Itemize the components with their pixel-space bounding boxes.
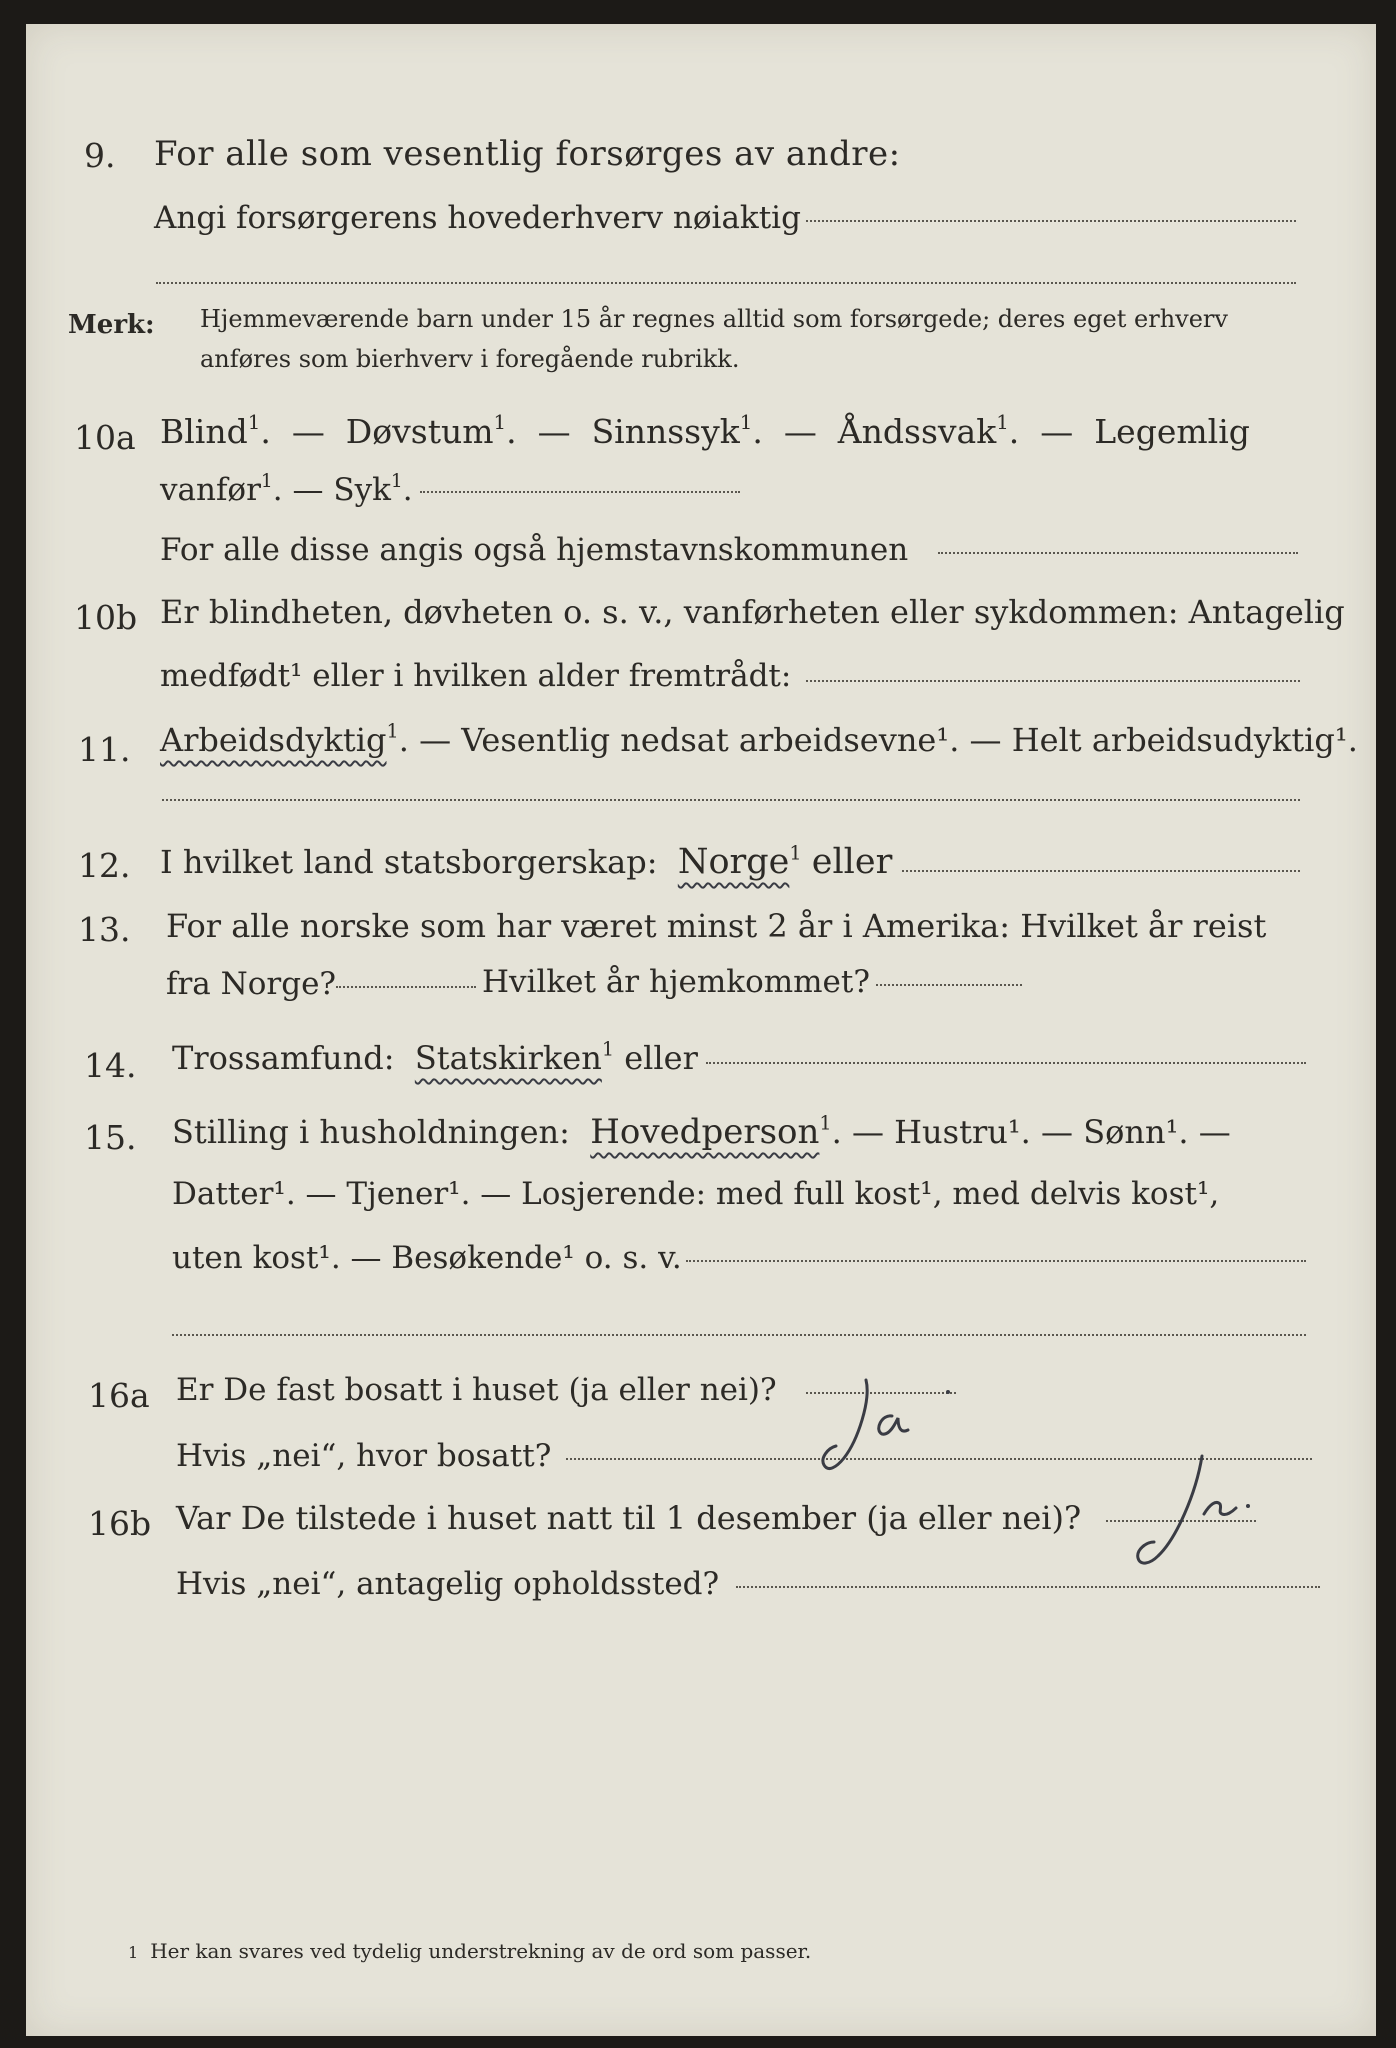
arbeidsdyktig-option-underlined: Arbeidsdyktig: [160, 721, 387, 759]
q12-answer-line: [902, 870, 1300, 872]
q15-rest1: — Hustru¹. — Sønn¹. —: [851, 1113, 1231, 1151]
q10a-hjemstavn-line: [938, 552, 1298, 554]
q16b-opholdssted-line: [736, 1586, 1320, 1588]
q13-line2b: Hvilket år hjemkommet?: [482, 964, 870, 1000]
norge-option-underlined: Norge: [677, 842, 790, 882]
q9-answer-line: [806, 220, 1296, 222]
q13-number: 13.: [78, 910, 131, 949]
q16a-number: 16a: [88, 1376, 150, 1415]
q14-answer-line: [706, 1062, 1306, 1064]
census-form-page: [26, 24, 1376, 2036]
q16b-handwritten-answer: [1046, 1434, 1266, 1584]
q14-number: 14.: [84, 1046, 137, 1085]
q10a-line3: For alle disse angis også hjemstavnskommunen: [160, 532, 909, 568]
syk-option: Syk: [333, 472, 391, 508]
q10a-line2: vanfør$^1$. — Syk$^1$.: [160, 470, 413, 508]
vanfor-option: vanfør: [160, 472, 261, 508]
q11-line: Arbeidsdyktig$^1$. — Vesentlig nedsat arbeidsevne¹. — Helt arbeidsudyktig¹.: [160, 719, 1358, 759]
q16a-line1: Er De fast bosatt i huset (ja eller nei)?: [176, 1372, 777, 1408]
andssvak-option: Åndssvak: [837, 412, 997, 451]
q10b-line2: medfødt¹ eller i hvilken alder fremtrådt:: [160, 658, 792, 694]
q16b-number: 16b: [88, 1504, 152, 1543]
q16a-handwritten-answer: [796, 1360, 996, 1490]
q15-answer-line: [686, 1260, 1306, 1262]
q10b-line1: Er blindheten, døvheten o. s. v., vanførheten eller sykdommen: Antagelig: [160, 593, 1345, 631]
q16b-line1: Var De tilstede i huset natt til 1 desember (ja eller nei)?: [176, 1499, 1082, 1537]
q13-line2a: fra Norge?: [166, 966, 337, 1002]
q9-number: 9.: [84, 136, 116, 175]
q13-line1: For alle norske som har været minst 2 år i Amerika: Hvilket år reist: [166, 907, 1267, 945]
sinnssyk-option: Sinnssyk: [591, 412, 740, 451]
q12-eller: eller: [811, 842, 893, 882]
q10a-number: 10a: [74, 418, 136, 457]
q16a-line2: Hvis „nei“, hvor bosatt?: [176, 1438, 552, 1474]
q10b-answer-line: [806, 680, 1300, 682]
q10a-line1: Blind$^1$. — Døvstum$^1$. — Sinnssyk$^1$. — Åndssvak$^1$. — Legemlig: [160, 411, 1250, 451]
q15-line1: Stilling i husholdningen: Hovedperson$^1$. — Hustru¹. — Sønn¹. —: [172, 1111, 1231, 1152]
q9-line1: For alle som vesentlig forsørges av andre:: [154, 134, 901, 174]
q13-hjemkommet-line: [876, 984, 1022, 986]
footnote: [128, 1938, 811, 1966]
blind-option: Blind: [160, 412, 248, 451]
q12-text: I hvilket land statsborgerskap:: [160, 843, 658, 881]
q11-number: 11.: [78, 730, 131, 769]
q9-line2: Angi forsørgerens hovederhverv nøiaktig: [154, 200, 801, 236]
q14-text: Trossamfund:: [172, 1039, 395, 1077]
q15-number: 15.: [84, 1118, 137, 1157]
q14-line: Trossamfund: Statskirken$^1$ eller: [172, 1037, 698, 1077]
q16b-line2: Hvis „nei“, antagelig opholdssted?: [176, 1566, 720, 1602]
footnote-text: Her kan svares ved tydelig understrekning av de ord som passer.: [150, 1939, 812, 1963]
q11-answer-line: [162, 799, 1300, 801]
q12-line: I hvilket land statsborgerskap: Norge$^1$ eller: [160, 841, 893, 882]
q10a-answer-line: [420, 491, 740, 493]
dovstum-option: Døvstum: [345, 412, 494, 451]
q10b-number: 10b: [74, 598, 138, 637]
merk-line1: Hjemmeværende barn under 15 år regnes alltid som forsørgede; deres eget erhverv: [200, 305, 1228, 333]
q14-eller: eller: [624, 1039, 698, 1077]
q12-number: 12.: [78, 846, 131, 885]
footnote-mark: 1: [128, 1943, 139, 1962]
q11-rest: — Vesentlig nedsat arbeidsevne¹. — Helt arbeidsudyktig¹.: [419, 721, 1358, 759]
q15-line3: uten kost¹. — Besøkende¹ o. s. v.: [172, 1240, 682, 1276]
q15-text: Stilling i husholdningen:: [172, 1113, 570, 1151]
merk-label: Merk:: [68, 310, 155, 340]
q13-reist-line: [336, 986, 476, 988]
statskirken-option-underlined: Statskirken: [414, 1039, 602, 1077]
q9-answer-line-2: [156, 282, 1296, 284]
q15-line2: Datter¹. — Tjener¹. — Losjerende: med full kost¹, med delvis kost¹,: [172, 1176, 1220, 1212]
hovedperson-option-underlined: Hovedperson: [590, 1112, 820, 1152]
legemlig-option: Legemlig: [1094, 412, 1250, 451]
merk-line2: anføres som bierhverv i foregående rubrikk.: [200, 345, 740, 373]
q15-answer-line-2: [172, 1334, 1306, 1336]
